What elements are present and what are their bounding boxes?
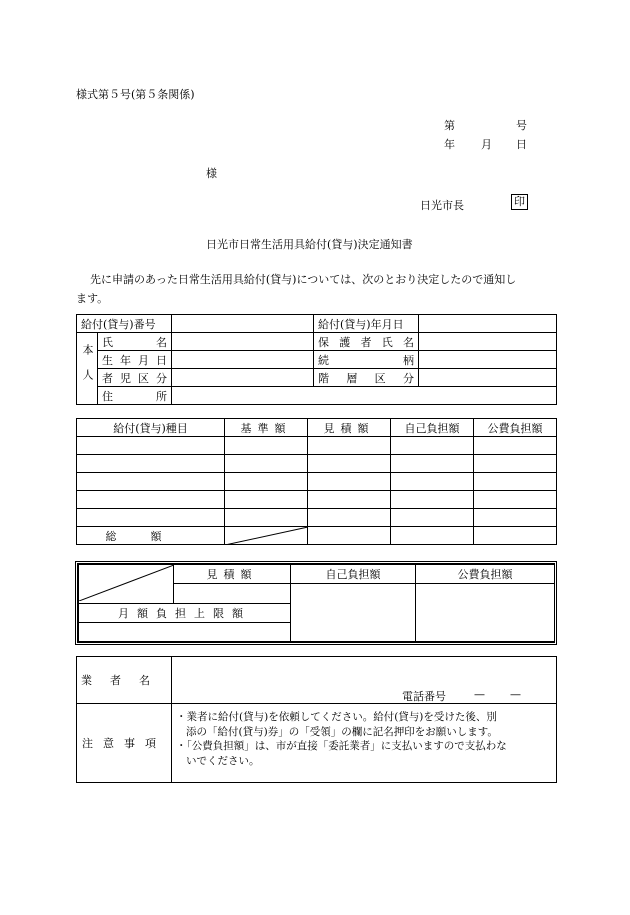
doc-number-prefix: 第 (444, 119, 455, 132)
limit-header-estimate: 見積額 (174, 565, 291, 584)
note-1-line-2: 添の「給付(貸与)券」の「受領」の欄に記名押印をお願いします。 (186, 725, 498, 738)
dob-value[interactable] (172, 351, 314, 369)
limit-header-public: 公費負担額 (416, 565, 555, 584)
document-title: 日光市日常生活用具給付(貸与)決定通知書 (206, 238, 413, 251)
grant-number-value[interactable] (172, 315, 314, 333)
items-header-self: 自己負担額 (391, 419, 474, 437)
monthly-limit-value[interactable] (79, 622, 291, 641)
date-day: 日 (516, 138, 527, 151)
vendor-notes-table (76, 656, 557, 783)
vendor-name-label: 業者名 (77, 657, 172, 704)
note-1-line-1: ・業者に給付(貸与)を依頼してください。給付(貸与)を受けた後、別 (176, 711, 497, 723)
note-2-line-1: ・「公費負担額」は、市が直接「委託業者」に支払いますので支払わな (176, 740, 507, 752)
limit-estimate-value[interactable] (174, 584, 291, 603)
total-estimate-value[interactable] (308, 527, 391, 545)
name-label: 氏名 (98, 333, 172, 351)
date-year: 年 (444, 138, 455, 151)
limit-self-value[interactable] (291, 584, 416, 642)
table-row (77, 437, 557, 455)
items-header-estimate: 見積額 (308, 419, 391, 437)
items-table (76, 418, 557, 545)
limit-public-value[interactable] (416, 584, 555, 642)
items-header-public: 公費負担額 (474, 419, 557, 437)
grant-number-label: 給付(貸与)番号 (77, 315, 172, 333)
monthly-limit-label: 月額負担上限額 (79, 603, 291, 622)
guardian-name-label: 保護者氏名 (314, 333, 419, 351)
diagonal-line (79, 565, 174, 601)
total-self-value[interactable] (391, 527, 474, 545)
table-row (77, 509, 557, 527)
seal-mark: 印 (511, 194, 528, 210)
limit-table-frame (75, 561, 557, 645)
body-text-line1: 先に申請のあった日常生活用具給付(貸与)については、次のとおり決定したので通知し (90, 273, 517, 286)
items-header-base: 基準額 (225, 419, 308, 437)
phone-number-label: 電話番号 (402, 690, 446, 703)
items-header-type: 給付(貸与)種目 (77, 419, 225, 437)
category-label: 者児区分 (98, 369, 172, 387)
total-base-crossed (225, 527, 308, 545)
address-label: 住所 (98, 387, 172, 405)
grant-date-label: 給付(貸与)年月日 (314, 315, 419, 333)
doc-number-suffix: 号 (516, 119, 527, 132)
form-number-label: 様式第５号(第５条関係) (76, 88, 195, 101)
diagonal-line (225, 527, 308, 545)
name-value[interactable] (172, 333, 314, 351)
relation-value[interactable] (419, 351, 557, 369)
notes-label: 注意事項 (77, 704, 172, 783)
recipient-info-table (76, 314, 557, 405)
phone-dash-1: — (474, 688, 485, 701)
person-group-label: 本人 (77, 333, 98, 405)
grant-date-value[interactable] (419, 315, 557, 333)
limit-table (78, 564, 555, 642)
body-text-line2: ます。 (76, 292, 109, 305)
table-row (77, 455, 557, 473)
dob-label: 生年月日 (98, 351, 172, 369)
relation-label: 続柄 (314, 351, 419, 369)
category-value[interactable] (172, 369, 314, 387)
guardian-name-value[interactable] (419, 333, 557, 351)
table-row (77, 491, 557, 509)
table-row (77, 473, 557, 491)
phone-dash-2: — (510, 688, 521, 701)
limit-header-self: 自己負担額 (291, 565, 416, 584)
date-month: 月 (481, 138, 492, 151)
tier-value[interactable] (419, 369, 557, 387)
addressee-suffix: 様 (206, 167, 217, 180)
notes-content (172, 704, 557, 783)
limit-corner-crossed (79, 565, 174, 604)
vendor-name-value[interactable] (172, 657, 557, 704)
note-2-line-2: いでください。 (186, 754, 260, 767)
total-label: 総額 (77, 527, 225, 545)
address-value[interactable] (172, 387, 557, 405)
total-public-value[interactable] (474, 527, 557, 545)
issuer-name: 日光市長 (420, 199, 464, 212)
tier-label: 階層区分 (314, 369, 419, 387)
